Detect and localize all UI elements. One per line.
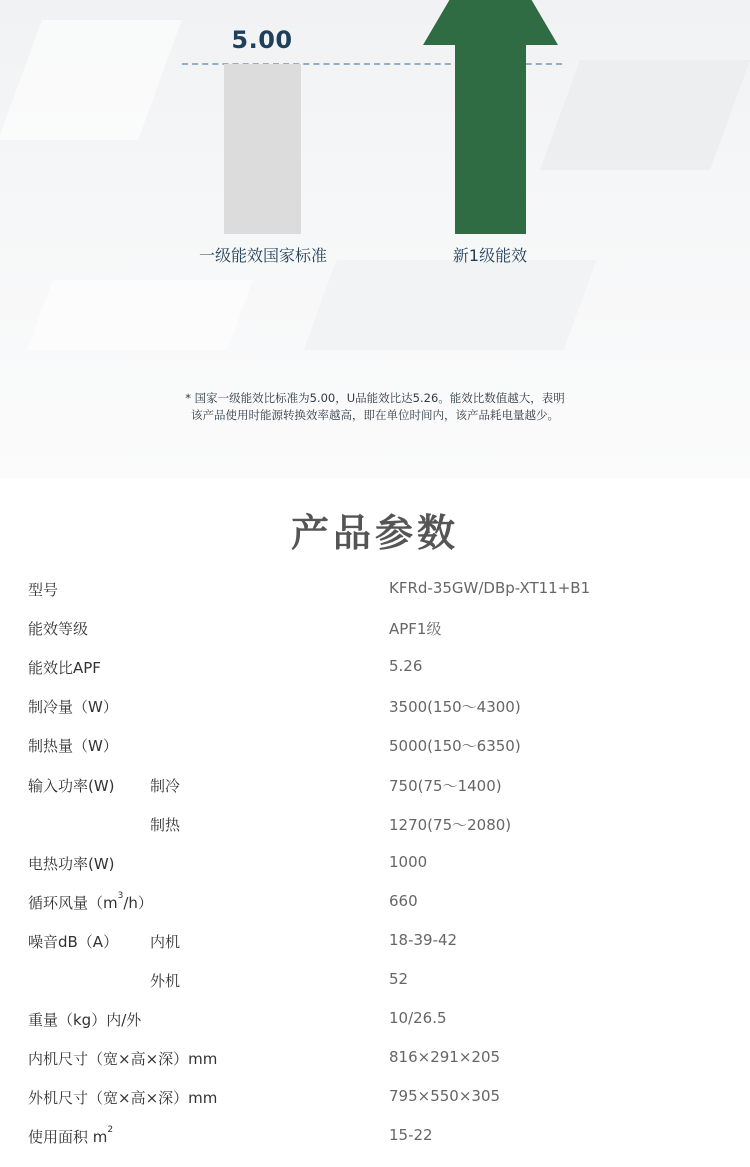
- param-value: 5.26: [389, 657, 423, 676]
- param-value: 1270(75～2080): [389, 815, 512, 834]
- param-sublabel: 制热: [150, 815, 181, 834]
- param-value: 1000: [389, 852, 428, 871]
- footnote-line: 该产品使用时能源转换效率越高，即在单位时间内，该产品耗电量越少。: [191, 408, 559, 422]
- param-label: 制冷量（W）: [28, 698, 118, 717]
- efficiency-comparison-section: [0, 0, 750, 478]
- param-value: KFRd-35GW/DBp-XT11+B1: [389, 579, 591, 597]
- param-label: 能效比APF: [28, 659, 101, 678]
- param-label: 内机尺寸（宽×高×深）mm: [28, 1050, 218, 1069]
- param-label: 重量（kg）内/外: [28, 1011, 142, 1030]
- param-label: 制热量（W）: [28, 737, 118, 756]
- standard-efficiency-bar: [224, 64, 301, 234]
- param-label-text: 使用面积 m: [28, 1128, 108, 1147]
- params-title: 产品参数: [290, 510, 459, 555]
- background-decoration: [304, 260, 597, 350]
- new-efficiency-label: 新1级能效: [452, 246, 528, 265]
- params-row: [0, 892, 750, 931]
- new-efficiency-arrow-icon: [423, 0, 558, 234]
- param-label: 外机尺寸（宽×高×深）mm: [28, 1089, 218, 1108]
- background-decoration: [27, 280, 252, 350]
- param-label: [28, 1126, 113, 1147]
- standard-efficiency-label: 一级能效国家标准: [198, 246, 327, 265]
- param-label: 能效等级: [28, 620, 89, 639]
- params-row: [0, 735, 750, 774]
- standard-value-label: 5.00: [231, 26, 293, 54]
- params-row: [0, 1009, 750, 1048]
- params-row: [0, 618, 750, 657]
- efficiency-footnote: [150, 390, 600, 424]
- params-row: [0, 1126, 750, 1165]
- param-label-text: 循环风量（m: [28, 893, 118, 912]
- params-row: [0, 970, 750, 1009]
- params-row: [0, 775, 750, 814]
- param-label-superscript: 2: [107, 1125, 114, 1136]
- param-sublabel: 内机: [150, 932, 181, 951]
- params-row: [0, 931, 750, 970]
- param-label: [28, 892, 153, 913]
- background-decoration: [540, 60, 750, 170]
- param-label: 噪音dB（A）: [28, 932, 119, 951]
- param-label-text: /h）: [123, 893, 153, 912]
- params-row: [0, 579, 750, 618]
- param-sublabel: 制冷: [150, 776, 181, 795]
- param-value: 10/26.5: [389, 1009, 447, 1028]
- params-row: [0, 814, 750, 853]
- param-value: 816×291×205: [389, 1048, 501, 1067]
- param-label: 电热功率(W): [28, 854, 115, 873]
- product-parameters-section: [0, 478, 750, 1167]
- params-row: [0, 1048, 750, 1087]
- param-value: 3500(150～4300): [389, 698, 521, 717]
- params-row: [0, 696, 750, 735]
- param-value: 15-22: [389, 1126, 433, 1145]
- params-row: [0, 657, 750, 696]
- param-label: 型号: [28, 581, 59, 599]
- param-value: 660: [389, 891, 418, 910]
- param-sublabel: 外机: [150, 972, 181, 990]
- param-label-superscript: 3: [117, 890, 124, 901]
- footnote-line: * 国家一级能效比标准为5.00，U品能效比达5.26。能效比数值越大，表明: [185, 391, 565, 405]
- param-value: APF1级: [389, 620, 442, 639]
- param-label: 输入功率(W): [28, 776, 115, 795]
- param-value: 750(75～1400): [389, 776, 502, 795]
- param-value: 795×550×305: [389, 1087, 501, 1106]
- param-value: 18-39-42: [389, 930, 458, 949]
- background-decoration: [0, 20, 182, 140]
- params-row: [0, 853, 750, 892]
- param-value: 52: [389, 970, 409, 988]
- param-value: 5000(150～6350): [389, 737, 521, 756]
- params-row: [0, 1087, 750, 1126]
